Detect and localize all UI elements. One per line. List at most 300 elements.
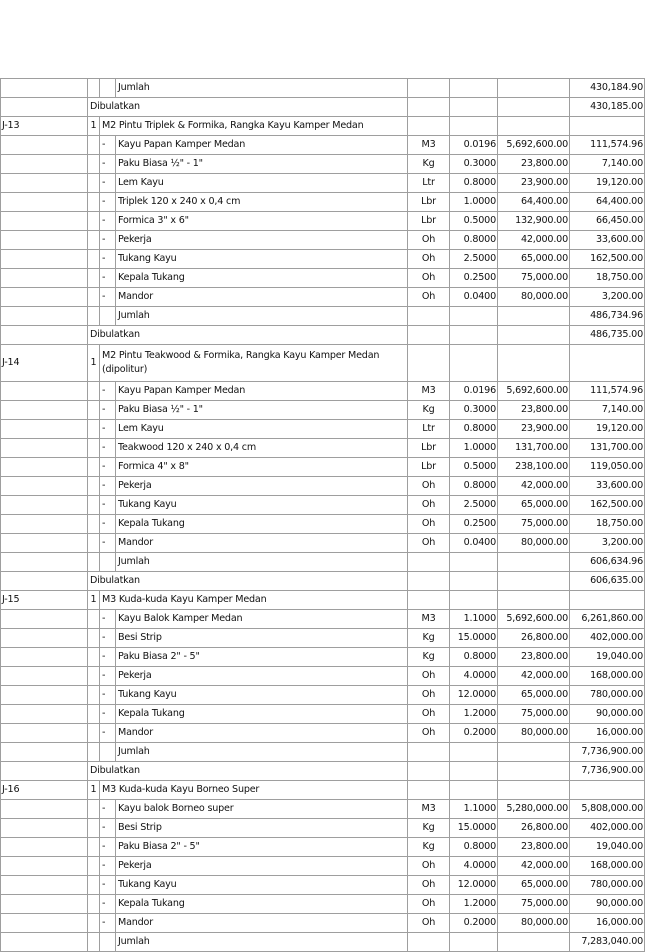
dash-cell[interactable]: -	[100, 269, 116, 288]
unit-price-cell[interactable]: 23,800.00	[498, 838, 570, 857]
unit-price-cell[interactable]	[498, 933, 570, 952]
unit-cell[interactable]	[408, 307, 450, 326]
unit-cell[interactable]: Oh	[408, 288, 450, 307]
dash-cell[interactable]: -	[100, 838, 116, 857]
total-price-cell[interactable]: 3,200.00	[570, 534, 645, 553]
code-cell[interactable]	[1, 743, 88, 762]
code-cell[interactable]	[1, 477, 88, 496]
coefficient-cell[interactable]: 0.8000	[450, 420, 498, 439]
rounded-value[interactable]: 7,736,900.00	[570, 762, 645, 781]
total-price-cell[interactable]: 5,808,000.00	[570, 800, 645, 819]
total-price-cell[interactable]: 402,000.00	[570, 819, 645, 838]
code-cell[interactable]	[1, 420, 88, 439]
qty-cell[interactable]	[88, 250, 100, 269]
unit-cell[interactable]: Oh	[408, 705, 450, 724]
code-cell[interactable]	[1, 648, 88, 667]
description-cell[interactable]: Mandor	[116, 534, 408, 553]
subtotal-label[interactable]: Jumlah	[116, 79, 408, 98]
unit-price-cell[interactable]: 23,800.00	[498, 155, 570, 174]
subtotal-label[interactable]: Jumlah	[116, 743, 408, 762]
dash-cell[interactable]: -	[100, 629, 116, 648]
unit-price-cell[interactable]: 80,000.00	[498, 288, 570, 307]
unit-price-cell[interactable]: 65,000.00	[498, 496, 570, 515]
description-cell[interactable]: Paku Biasa ½" - 1"	[116, 401, 408, 420]
dash-cell[interactable]: -	[100, 288, 116, 307]
coefficient-cell[interactable]	[450, 933, 498, 952]
qty-cell[interactable]	[88, 819, 100, 838]
subtotal-value[interactable]: 486,734.96	[570, 307, 645, 326]
unit-price-cell[interactable]	[498, 743, 570, 762]
coefficient-cell[interactable]	[450, 326, 498, 345]
unit-price-cell[interactable]: 64,400.00	[498, 193, 570, 212]
coefficient-cell[interactable]: 0.8000	[450, 231, 498, 250]
description-cell[interactable]: Kayu balok Borneo super	[116, 800, 408, 819]
unit-price-cell[interactable]	[498, 572, 570, 591]
coefficient-cell[interactable]: 12.0000	[450, 686, 498, 705]
qty-cell[interactable]	[88, 382, 100, 401]
description-cell[interactable]: Kayu Balok Kamper Medan	[116, 610, 408, 629]
description-cell[interactable]: Formica 4" x 8"	[116, 458, 408, 477]
description-cell[interactable]: Teakwood 120 x 240 x 0,4 cm	[116, 439, 408, 458]
coefficient-cell[interactable]: 0.2000	[450, 724, 498, 743]
description-cell[interactable]: Kepala Tukang	[116, 895, 408, 914]
dash-cell[interactable]: -	[100, 705, 116, 724]
code-cell[interactable]	[1, 876, 88, 895]
qty-cell[interactable]	[88, 743, 100, 762]
total-price-cell[interactable]: 16,000.00	[570, 724, 645, 743]
coefficient-cell[interactable]: 1.1000	[450, 610, 498, 629]
qty-cell[interactable]	[88, 667, 100, 686]
coefficient-cell[interactable]: 0.8000	[450, 838, 498, 857]
dash-cell[interactable]: -	[100, 876, 116, 895]
total-price-cell[interactable]: 7,140.00	[570, 401, 645, 420]
item-code[interactable]: J-15	[1, 591, 88, 610]
subtotal-value[interactable]: 7,736,900.00	[570, 743, 645, 762]
unit-cell[interactable]	[408, 762, 450, 781]
coefficient-cell[interactable]	[450, 345, 498, 382]
dash-cell[interactable]: -	[100, 800, 116, 819]
unit-price-cell[interactable]: 238,100.00	[498, 458, 570, 477]
dash-cell[interactable]: -	[100, 515, 116, 534]
coefficient-cell[interactable]: 1.1000	[450, 800, 498, 819]
unit-cell[interactable]: M3	[408, 800, 450, 819]
dash-cell[interactable]: -	[100, 686, 116, 705]
unit-cell[interactable]	[408, 79, 450, 98]
total-price-cell[interactable]	[570, 591, 645, 610]
unit-cell[interactable]: Kg	[408, 401, 450, 420]
code-cell[interactable]	[1, 439, 88, 458]
qty-cell[interactable]	[88, 629, 100, 648]
unit-cell[interactable]: M3	[408, 610, 450, 629]
description-cell[interactable]: Kepala Tukang	[116, 705, 408, 724]
code-cell[interactable]	[1, 838, 88, 857]
unit-price-cell[interactable]	[498, 553, 570, 572]
code-cell[interactable]	[1, 382, 88, 401]
qty-cell[interactable]	[88, 136, 100, 155]
unit-price-cell[interactable]	[498, 117, 570, 136]
unit-cell[interactable]: Oh	[408, 477, 450, 496]
description-cell[interactable]: Mandor	[116, 724, 408, 743]
dash-cell[interactable]: -	[100, 895, 116, 914]
dash-cell[interactable]: -	[100, 155, 116, 174]
total-price-cell[interactable]: 66,450.00	[570, 212, 645, 231]
dash-cell[interactable]	[100, 743, 116, 762]
unit-cell[interactable]: Oh	[408, 667, 450, 686]
qty-cell[interactable]	[88, 439, 100, 458]
description-cell[interactable]: Kayu Papan Kamper Medan	[116, 136, 408, 155]
qty-cell[interactable]	[88, 288, 100, 307]
item-quantity[interactable]: 1	[88, 117, 100, 136]
unit-price-cell[interactable]: 75,000.00	[498, 515, 570, 534]
description-cell[interactable]: Paku Biasa 2" - 5"	[116, 838, 408, 857]
unit-cell[interactable]	[408, 326, 450, 345]
item-code[interactable]: J-14	[1, 345, 88, 382]
description-cell[interactable]: Paku Biasa 2" - 5"	[116, 648, 408, 667]
qty-cell[interactable]	[88, 800, 100, 819]
qty-cell[interactable]	[88, 155, 100, 174]
qty-cell[interactable]	[88, 212, 100, 231]
unit-price-cell[interactable]: 132,900.00	[498, 212, 570, 231]
code-cell[interactable]	[1, 250, 88, 269]
item-title[interactable]: M3 Kuda-kuda Kayu Borneo Super	[100, 781, 408, 800]
qty-cell[interactable]	[88, 231, 100, 250]
total-price-cell[interactable]: 111,574.96	[570, 382, 645, 401]
dash-cell[interactable]: -	[100, 477, 116, 496]
unit-price-cell[interactable]: 5,692,600.00	[498, 136, 570, 155]
coefficient-cell[interactable]: 0.2500	[450, 269, 498, 288]
rounded-label[interactable]: Dibulatkan	[88, 98, 408, 117]
unit-price-cell[interactable]: 5,692,600.00	[498, 610, 570, 629]
dash-cell[interactable]: -	[100, 401, 116, 420]
description-cell[interactable]: Lem Kayu	[116, 174, 408, 193]
code-cell[interactable]	[1, 155, 88, 174]
code-cell[interactable]	[1, 193, 88, 212]
item-title[interactable]: M2 Pintu Triplek & Formika, Rangka Kayu Kamper Medan	[100, 117, 408, 136]
total-price-cell[interactable]: 111,574.96	[570, 136, 645, 155]
total-price-cell[interactable]: 6,261,860.00	[570, 610, 645, 629]
unit-cell[interactable]: Kg	[408, 838, 450, 857]
qty-cell[interactable]	[88, 648, 100, 667]
qty-cell[interactable]	[88, 79, 100, 98]
qty-cell[interactable]	[88, 174, 100, 193]
coefficient-cell[interactable]: 0.2500	[450, 515, 498, 534]
subtotal-value[interactable]: 606,634.96	[570, 553, 645, 572]
unit-cell[interactable]: Oh	[408, 231, 450, 250]
coefficient-cell[interactable]: 2.5000	[450, 496, 498, 515]
qty-cell[interactable]	[88, 610, 100, 629]
subtotal-label[interactable]: Jumlah	[116, 933, 408, 952]
code-cell[interactable]	[1, 269, 88, 288]
unit-cell[interactable]: Oh	[408, 496, 450, 515]
dash-cell[interactable]: -	[100, 420, 116, 439]
rounded-label[interactable]: Dibulatkan	[88, 572, 408, 591]
description-cell[interactable]: Tukang Kayu	[116, 876, 408, 895]
unit-cell[interactable]	[408, 933, 450, 952]
total-price-cell[interactable]: 780,000.00	[570, 876, 645, 895]
coefficient-cell[interactable]: 0.3000	[450, 401, 498, 420]
unit-cell[interactable]: Oh	[408, 724, 450, 743]
description-cell[interactable]: Paku Biasa ½" - 1"	[116, 155, 408, 174]
code-cell[interactable]	[1, 895, 88, 914]
description-cell[interactable]: Kepala Tukang	[116, 269, 408, 288]
code-cell[interactable]	[1, 572, 88, 591]
coefficient-cell[interactable]: 0.8000	[450, 648, 498, 667]
unit-price-cell[interactable]: 5,692,600.00	[498, 382, 570, 401]
description-cell[interactable]: Tukang Kayu	[116, 686, 408, 705]
unit-cell[interactable]: Oh	[408, 515, 450, 534]
dash-cell[interactable]: -	[100, 193, 116, 212]
total-price-cell[interactable]: 3,200.00	[570, 288, 645, 307]
coefficient-cell[interactable]: 0.0400	[450, 534, 498, 553]
unit-cell[interactable]	[408, 98, 450, 117]
unit-cell[interactable]: Oh	[408, 857, 450, 876]
unit-price-cell[interactable]: 23,900.00	[498, 174, 570, 193]
coefficient-cell[interactable]: 1.2000	[450, 895, 498, 914]
unit-cell[interactable]	[408, 781, 450, 800]
code-cell[interactable]	[1, 288, 88, 307]
unit-price-cell[interactable]: 23,900.00	[498, 420, 570, 439]
code-cell[interactable]	[1, 629, 88, 648]
unit-cell[interactable]: Kg	[408, 155, 450, 174]
subtotal-value[interactable]: 7,283,040.00	[570, 933, 645, 952]
code-cell[interactable]	[1, 553, 88, 572]
unit-cell[interactable]	[408, 117, 450, 136]
code-cell[interactable]	[1, 800, 88, 819]
coefficient-cell[interactable]	[450, 591, 498, 610]
item-title[interactable]: M2 Pintu Teakwood & Formika, Rangka Kayu Kamper Medan (dipolitur)	[100, 345, 408, 382]
total-price-cell[interactable]: 19,040.00	[570, 838, 645, 857]
rounded-label[interactable]: Dibulatkan	[88, 326, 408, 345]
code-cell[interactable]	[1, 79, 88, 98]
description-cell[interactable]: Kayu Papan Kamper Medan	[116, 382, 408, 401]
description-cell[interactable]: Tukang Kayu	[116, 496, 408, 515]
description-cell[interactable]: Formica 3" x 6"	[116, 212, 408, 231]
description-cell[interactable]: Triplek 120 x 240 x 0,4 cm	[116, 193, 408, 212]
unit-cell[interactable]	[408, 345, 450, 382]
unit-cell[interactable]: Lbr	[408, 458, 450, 477]
unit-cell[interactable]: M3	[408, 136, 450, 155]
total-price-cell[interactable]: 168,000.00	[570, 667, 645, 686]
dash-cell[interactable]: -	[100, 857, 116, 876]
total-price-cell[interactable]	[570, 781, 645, 800]
unit-price-cell[interactable]: 42,000.00	[498, 477, 570, 496]
coefficient-cell[interactable]: 0.0196	[450, 382, 498, 401]
unit-price-cell[interactable]	[498, 326, 570, 345]
qty-cell[interactable]	[88, 686, 100, 705]
qty-cell[interactable]	[88, 724, 100, 743]
total-price-cell[interactable]	[570, 345, 645, 382]
unit-cell[interactable]	[408, 743, 450, 762]
total-price-cell[interactable]: 162,500.00	[570, 496, 645, 515]
total-price-cell[interactable]: 19,040.00	[570, 648, 645, 667]
unit-price-cell[interactable]	[498, 762, 570, 781]
unit-price-cell[interactable]: 80,000.00	[498, 914, 570, 933]
description-cell[interactable]: Pekerja	[116, 857, 408, 876]
total-price-cell[interactable]: 131,700.00	[570, 439, 645, 458]
code-cell[interactable]	[1, 326, 88, 345]
total-price-cell[interactable]: 19,120.00	[570, 174, 645, 193]
unit-price-cell[interactable]: 42,000.00	[498, 231, 570, 250]
qty-cell[interactable]	[88, 420, 100, 439]
qty-cell[interactable]	[88, 857, 100, 876]
description-cell[interactable]: Lem Kayu	[116, 420, 408, 439]
qty-cell[interactable]	[88, 458, 100, 477]
unit-price-cell[interactable]: 65,000.00	[498, 686, 570, 705]
unit-price-cell[interactable]: 42,000.00	[498, 857, 570, 876]
item-quantity[interactable]: 1	[88, 591, 100, 610]
coefficient-cell[interactable]: 12.0000	[450, 876, 498, 895]
unit-price-cell[interactable]: 80,000.00	[498, 534, 570, 553]
code-cell[interactable]	[1, 819, 88, 838]
coefficient-cell[interactable]: 1.2000	[450, 705, 498, 724]
unit-cell[interactable]: Kg	[408, 819, 450, 838]
unit-cell[interactable]: Lbr	[408, 212, 450, 231]
unit-cell[interactable]	[408, 572, 450, 591]
qty-cell[interactable]	[88, 307, 100, 326]
dash-cell[interactable]: -	[100, 439, 116, 458]
dash-cell[interactable]: -	[100, 534, 116, 553]
unit-cell[interactable]: Lbr	[408, 439, 450, 458]
dash-cell[interactable]: -	[100, 496, 116, 515]
code-cell[interactable]	[1, 231, 88, 250]
code-cell[interactable]	[1, 458, 88, 477]
subtotal-value[interactable]: 430,184.90	[570, 79, 645, 98]
dash-cell[interactable]: -	[100, 667, 116, 686]
coefficient-cell[interactable]	[450, 307, 498, 326]
dash-cell[interactable]	[100, 933, 116, 952]
code-cell[interactable]	[1, 212, 88, 231]
dash-cell[interactable]	[100, 553, 116, 572]
description-cell[interactable]: Tukang Kayu	[116, 250, 408, 269]
unit-cell[interactable]: Ltr	[408, 420, 450, 439]
dash-cell[interactable]: -	[100, 212, 116, 231]
description-cell[interactable]: Mandor	[116, 914, 408, 933]
unit-cell[interactable]	[408, 591, 450, 610]
qty-cell[interactable]	[88, 193, 100, 212]
dash-cell[interactable]: -	[100, 250, 116, 269]
unit-cell[interactable]: Oh	[408, 876, 450, 895]
total-price-cell[interactable]	[570, 117, 645, 136]
rounded-value[interactable]: 486,735.00	[570, 326, 645, 345]
description-cell[interactable]: Pekerja	[116, 477, 408, 496]
coefficient-cell[interactable]	[450, 762, 498, 781]
coefficient-cell[interactable]: 0.3000	[450, 155, 498, 174]
coefficient-cell[interactable]: 0.0400	[450, 288, 498, 307]
code-cell[interactable]	[1, 610, 88, 629]
unit-price-cell[interactable]	[498, 345, 570, 382]
qty-cell[interactable]	[88, 876, 100, 895]
total-price-cell[interactable]: 19,120.00	[570, 420, 645, 439]
dash-cell[interactable]	[100, 307, 116, 326]
unit-price-cell[interactable]: 80,000.00	[498, 724, 570, 743]
description-cell[interactable]: Besi Strip	[116, 629, 408, 648]
qty-cell[interactable]	[88, 269, 100, 288]
code-cell[interactable]	[1, 401, 88, 420]
unit-price-cell[interactable]	[498, 591, 570, 610]
unit-cell[interactable]: Ltr	[408, 174, 450, 193]
coefficient-cell[interactable]: 4.0000	[450, 667, 498, 686]
total-price-cell[interactable]: 18,750.00	[570, 269, 645, 288]
unit-price-cell[interactable]: 75,000.00	[498, 269, 570, 288]
coefficient-cell[interactable]	[450, 743, 498, 762]
total-price-cell[interactable]: 33,600.00	[570, 477, 645, 496]
unit-price-cell[interactable]: 65,000.00	[498, 250, 570, 269]
coefficient-cell[interactable]: 15.0000	[450, 629, 498, 648]
code-cell[interactable]	[1, 174, 88, 193]
dash-cell[interactable]: -	[100, 231, 116, 250]
code-cell[interactable]	[1, 534, 88, 553]
total-price-cell[interactable]: 7,140.00	[570, 155, 645, 174]
coefficient-cell[interactable]	[450, 781, 498, 800]
code-cell[interactable]	[1, 705, 88, 724]
code-cell[interactable]	[1, 667, 88, 686]
unit-price-cell[interactable]: 23,800.00	[498, 648, 570, 667]
qty-cell[interactable]	[88, 553, 100, 572]
unit-price-cell[interactable]: 26,800.00	[498, 819, 570, 838]
dash-cell[interactable]: -	[100, 174, 116, 193]
coefficient-cell[interactable]: 1.0000	[450, 439, 498, 458]
item-code[interactable]: J-16	[1, 781, 88, 800]
coefficient-cell[interactable]: 2.5000	[450, 250, 498, 269]
total-price-cell[interactable]: 168,000.00	[570, 857, 645, 876]
total-price-cell[interactable]: 64,400.00	[570, 193, 645, 212]
dash-cell[interactable]: -	[100, 136, 116, 155]
unit-price-cell[interactable]: 131,700.00	[498, 439, 570, 458]
coefficient-cell[interactable]	[450, 553, 498, 572]
qty-cell[interactable]	[88, 515, 100, 534]
code-cell[interactable]	[1, 307, 88, 326]
qty-cell[interactable]	[88, 895, 100, 914]
qty-cell[interactable]	[88, 534, 100, 553]
coefficient-cell[interactable]	[450, 572, 498, 591]
qty-cell[interactable]	[88, 477, 100, 496]
unit-price-cell[interactable]	[498, 307, 570, 326]
coefficient-cell[interactable]: 0.8000	[450, 477, 498, 496]
unit-cell[interactable]: M3	[408, 382, 450, 401]
qty-cell[interactable]	[88, 914, 100, 933]
coefficient-cell[interactable]: 0.8000	[450, 174, 498, 193]
coefficient-cell[interactable]: 15.0000	[450, 819, 498, 838]
unit-cell[interactable]: Oh	[408, 914, 450, 933]
coefficient-cell[interactable]: 4.0000	[450, 857, 498, 876]
coefficient-cell[interactable]	[450, 117, 498, 136]
unit-price-cell[interactable]	[498, 98, 570, 117]
description-cell[interactable]: Pekerja	[116, 667, 408, 686]
item-title[interactable]: M3 Kuda-kuda Kayu Kamper Medan	[100, 591, 408, 610]
code-cell[interactable]	[1, 933, 88, 952]
coefficient-cell[interactable]	[450, 98, 498, 117]
dash-cell[interactable]: -	[100, 382, 116, 401]
description-cell[interactable]: Mandor	[116, 288, 408, 307]
total-price-cell[interactable]: 162,500.00	[570, 250, 645, 269]
total-price-cell[interactable]: 33,600.00	[570, 231, 645, 250]
qty-cell[interactable]	[88, 705, 100, 724]
code-cell[interactable]	[1, 914, 88, 933]
qty-cell[interactable]	[88, 933, 100, 952]
rounded-value[interactable]: 430,185.00	[570, 98, 645, 117]
item-code[interactable]: J-13	[1, 117, 88, 136]
total-price-cell[interactable]: 16,000.00	[570, 914, 645, 933]
unit-price-cell[interactable]: 26,800.00	[498, 629, 570, 648]
item-quantity[interactable]: 1	[88, 781, 100, 800]
dash-cell[interactable]	[100, 79, 116, 98]
unit-price-cell[interactable]: 42,000.00	[498, 667, 570, 686]
qty-cell[interactable]	[88, 401, 100, 420]
total-price-cell[interactable]: 90,000.00	[570, 895, 645, 914]
total-price-cell[interactable]: 90,000.00	[570, 705, 645, 724]
coefficient-cell[interactable]: 0.5000	[450, 212, 498, 231]
unit-price-cell[interactable]	[498, 781, 570, 800]
